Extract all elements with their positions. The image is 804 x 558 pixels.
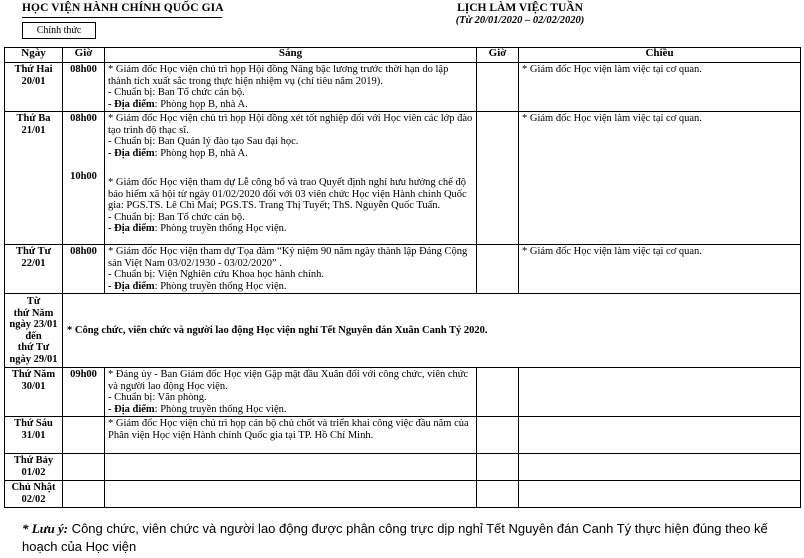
afternoon-cell: * Giám đốc Học viện làm việc tại cơ quan. — [519, 112, 801, 245]
event-preparation: - Chuẩn bị: Ban Quản lý đào tạo Sau đại học. — [108, 136, 299, 147]
date-range: (Từ 20/01/2020 – 02/02/2020) — [455, 15, 585, 26]
org-name: HỌC VIỆN HÀNH CHÍNH QUỐC GIA — [22, 2, 224, 14]
table-row — [5, 368, 801, 417]
afternoon-cell — [519, 481, 801, 508]
time-cell — [63, 481, 105, 508]
event-description: * Giám đốc Học viện tham dự Lễ công bố và trao Quyết định nghỉ hưu hưởng chế độ bảo hiểm xã hội từ ngày 01/02/2020 đối với 03 viên chức Học viện Hành chính Quốc gia: PGS.TS. Lê Chi Mai; PGS.TS. Trang Thị Tuyết; ThS. Nguyễn Quốc Tuấn. — [108, 177, 467, 211]
day-cell: Thứ Hai 20/01 — [5, 63, 63, 112]
day-cell: Từ thứ Năm ngày 23/01 đến thứ Tư ngày 29/01 — [5, 294, 63, 368]
afternoon-cell — [519, 417, 801, 454]
column-header-time: Giờ — [63, 48, 105, 63]
afternoon-cell: * Giám đốc Học viện làm việc tại cơ quan. — [519, 245, 801, 294]
morning-cell — [105, 417, 477, 454]
time-cell — [63, 417, 105, 454]
event-description: * Giám đốc Học viện chủ trì họp Hội đồng xét tốt nghiệp đối với Học viên các lớp đào tạo trình độ thạc sĩ. — [108, 113, 473, 136]
afternoon-time-cell — [477, 112, 519, 245]
morning-cell — [105, 454, 477, 481]
schedule-table — [4, 47, 801, 508]
time-cell: 08h00 — [63, 63, 105, 112]
day-cell: Thứ Năm 30/01 — [5, 368, 63, 417]
table-row — [5, 63, 801, 112]
afternoon-time-cell — [477, 417, 519, 454]
morning-cell — [105, 368, 477, 417]
day-cell: Thứ Sáu 31/01 — [5, 417, 63, 454]
event-preparation: - Chuẩn bị: Viện Nghiên cứu Khoa học hành chính. — [108, 269, 324, 280]
morning-cell — [105, 481, 477, 508]
table-row — [5, 245, 801, 294]
day-cell: Thứ Bảy 01/02 — [5, 454, 63, 481]
morning-cell — [105, 63, 477, 112]
table-row-holiday — [5, 294, 801, 368]
time-cell: 08h00 10h00 — [63, 112, 105, 245]
page-title: LỊCH LÀM VIỆC TUẦN — [457, 2, 583, 14]
afternoon-time-cell — [477, 245, 519, 294]
afternoon-time-cell — [477, 454, 519, 481]
afternoon-time-cell — [477, 481, 519, 508]
time-cell — [63, 454, 105, 481]
day-cell: Thứ Tư 22/01 — [5, 245, 63, 294]
event-description: * Giám đốc Học viện tham dự Tọa đàm “Kỷ niệm 90 năm ngày thành lập Đảng Cộng sản Việt Nam 03/02/1930 - 03/02/2020” . — [108, 246, 468, 269]
afternoon-time-cell — [477, 368, 519, 417]
event-description: * Đảng ủy - Ban Giám đốc Học viện Gặp mặt đầu Xuân đối với công chức, viên chức và người lao động Học viện. — [108, 369, 469, 392]
table-row — [5, 454, 801, 481]
day-cell: Thứ Ba 21/01 — [5, 112, 63, 245]
morning-cell — [105, 245, 477, 294]
event-location: - Địa điểm: Phòng truyền thống Học viện. — [108, 280, 287, 292]
event-location: - Địa điểm: Phòng họp B, nhà A. — [108, 98, 248, 110]
table-row — [5, 112, 801, 245]
afternoon-cell — [519, 368, 801, 417]
table-header-row — [5, 48, 801, 63]
event-preparation: - Chuẩn bị: Ban Tổ chức cán bộ. — [108, 211, 245, 223]
column-header-morning: Sáng — [105, 48, 477, 63]
column-header-afternoon: Chiều — [519, 48, 801, 63]
afternoon-cell — [519, 454, 801, 481]
table-row — [5, 417, 801, 454]
table-row — [5, 481, 801, 508]
event-description: * Giám đốc Học viện chủ trì họp cán bộ chủ chốt và triển khai công việc đầu năm của Phân viện Học viện Hành chính Quốc gia tại TP. Hồ Chí Minh. — [108, 418, 469, 441]
official-badge: Chính thức — [22, 22, 96, 39]
event-description: * Giám đốc Học viện chủ trì họp Hội đồng Nâng bậc lương trước thời hạn do lập thành tích xuất sắc trong thực hiện nhiệm vụ (chỉ tiêu năm 2019). — [108, 64, 449, 87]
event-preparation: - Chuẩn bị: Văn phòng. — [108, 392, 207, 403]
event-location: - Địa điểm: Phòng truyền thống Học viện. — [108, 403, 287, 415]
event-location: - Địa điểm: Phòng họp B, nhà A. — [108, 147, 248, 159]
event-preparation: - Chuẩn bị: Ban Tổ chức cán bộ. — [108, 87, 245, 98]
column-header-day: Ngày — [5, 48, 63, 63]
morning-cell — [105, 112, 477, 245]
afternoon-cell: * Giám đốc Học viện làm việc tại cơ quan. — [519, 63, 801, 112]
time-cell: 09h00 — [63, 368, 105, 417]
header-divider — [22, 17, 222, 18]
day-cell: Chủ Nhật 02/02 — [5, 481, 63, 508]
time-cell: 08h00 — [63, 245, 105, 294]
holiday-notice: * Công chức, viên chức và người lao động Học viện nghỉ Tết Nguyên đán Xuân Canh Tý 2020. — [63, 294, 801, 368]
event-location: - Địa điểm: Phòng truyền thống Học viện. — [108, 223, 287, 234]
footnote: * Lưu ý: Công chức, viên chức và người lao động được phân công trực dịp nghỉ Tết Nguyên đán Canh Tý thực hiện đúng theo kế hoạch của Học viện — [22, 521, 768, 554]
afternoon-time-cell — [477, 63, 519, 112]
column-header-time-afternoon: Giờ — [477, 48, 519, 63]
